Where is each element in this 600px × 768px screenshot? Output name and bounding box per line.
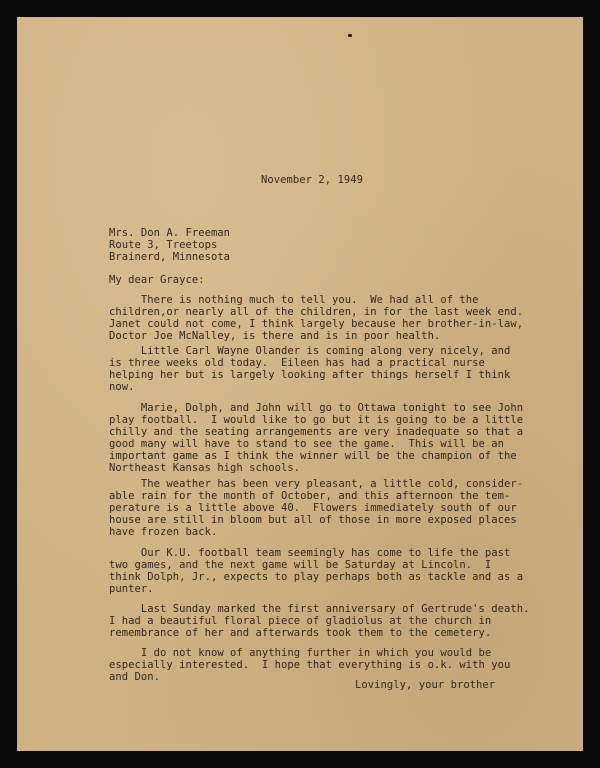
salutation: My dear Grayce: [109, 274, 205, 286]
paragraph: I do not know of anything further in which you would be especially interested. I hope that everything is o.k. with you and Don. [109, 647, 511, 683]
letter-date: November 2, 1949 [261, 174, 363, 186]
recipient-address: Mrs. Don A. Freeman Route 3, Treetops Brainerd, Minnesota [109, 227, 231, 263]
ink-speck [348, 34, 352, 37]
paragraph: There is nothing much to tell you. We had all of the children,or nearly all of the children, in for the last week end. Janet could not come, I think largely because her brother-in-law, Doctor Joe McNalley, is there and is in poor health. [109, 294, 524, 342]
paragraph: Last Sunday marked the first anniversary of Gertrude's death. I had a beautiful floral piece of gladiolus at the church in remembrance of her and afterwards took them to the cemetery. [109, 603, 530, 639]
paragraph: Marie, Dolph, and John will go to Ottawa tonight to see John play football. I would like to go but it is going to be a little chilly and the seating arrangements are very inadequate so that a good many will have to stand to see the game. This will be an important game as I think the winner will be the champion of the Northeast Kansas high schools. [109, 402, 524, 474]
letter-page [17, 17, 583, 751]
paragraph: Our K.U. football team seemingly has come to life the past two games, and the next game will be Saturday at Lincoln. I think Dolph, Jr., expects to play perhaps both as tackle and as a punter. [109, 547, 524, 595]
paragraph: Little Carl Wayne Olander is coming along very nicely, and is three weeks old today. Eileen has had a practical nurse helping her but is largely looking after things herself I think now. [109, 345, 511, 393]
paragraph: The weather has been very pleasant, a little cold, consider- able rain for the month of October, and this afternoon the tem- perature is a little above 40. Flowers immediately south of our house are still in bloom but all of those in more exposed places have frozen back. [109, 478, 524, 538]
closing: Lovingly, your brother [355, 679, 496, 691]
